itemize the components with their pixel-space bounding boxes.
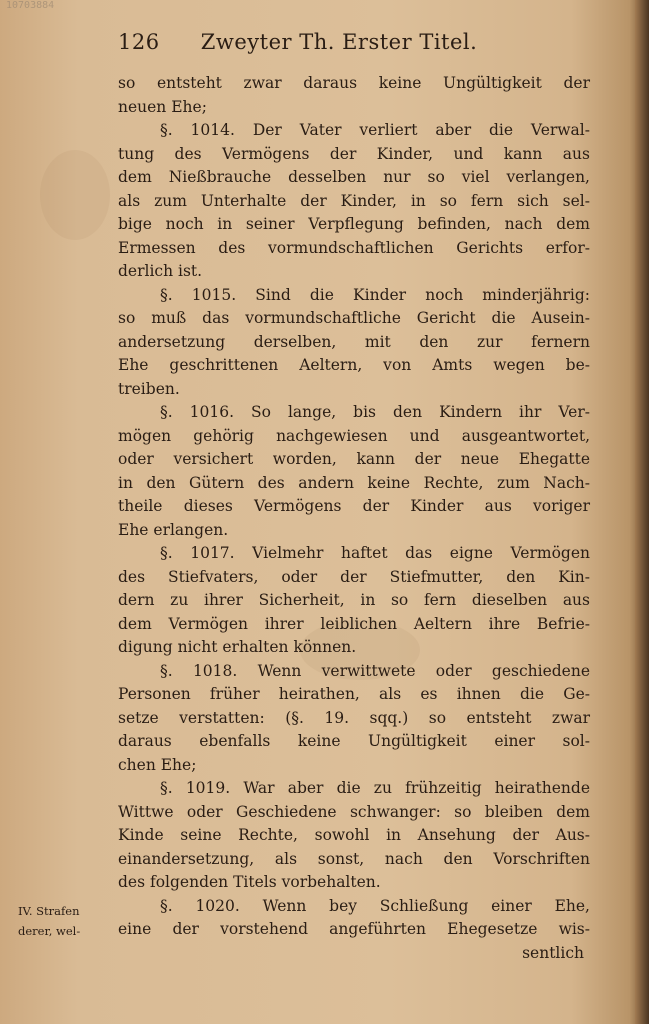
text-line: chen Ehe; [118, 755, 197, 774]
body-text [118, 72, 590, 965]
catalog-stamp: 10703884 [6, 0, 55, 11]
page-header [118, 30, 608, 54]
text-line: andersetzung derselben, mit den zur fernern [118, 332, 590, 351]
text-line: derlich ist. [118, 262, 203, 280]
text-line: eine der vorstehend angeführten Ehegesetze wis- [118, 920, 590, 938]
text-line: oder versichert worden, kann der neue Ehegatte [118, 450, 590, 468]
text-line: digung nicht erhalten können. [118, 638, 357, 656]
text-line: als zum Unterhalte der Kinder, in so fern sich sel- [118, 191, 590, 210]
text-line: §. 1016. So lange, bis den Kindern ihr Ver- [160, 403, 590, 421]
text-line: §. 1014. Der Vater verliert aber die Verwal- [160, 121, 590, 139]
text-line: dem Nießbrauche desselben nur so viel verlangen, [118, 168, 590, 186]
text-line: Wittwe oder Geschiedene schwanger: so bleiben dem [118, 802, 590, 821]
text-line: §. 1017. Vielmehr haftet das eigne Vermögen [160, 544, 590, 562]
text-line: so muß das vormundschaftliche Gericht die Ausein- [118, 309, 590, 327]
text-line: §. 1020. Wenn bey Schließung einer Ehe, [160, 896, 590, 915]
margin-note-line: derer, wel- [18, 924, 81, 938]
text-line: Ehe erlangen. [118, 520, 229, 539]
text-line: Kinde seine Rechte, sowohl in Ansehung der Aus- [118, 826, 590, 844]
text-line: §. 1018. Wenn verwittwete oder geschiedene [160, 661, 590, 680]
margin-note-line: IV. Strafen [18, 904, 80, 918]
text-line: des folgenden Titels vorbehalten. [118, 873, 381, 891]
text-line: einandersetzung, als sonst, nach den Vorschriften [118, 849, 590, 868]
text-line: des Stiefvaters, oder der Stiefmutter, den Kin- [118, 567, 590, 586]
book-spine-edge [635, 0, 649, 1024]
text-line: dem Vermögen ihrer leiblichen Aeltern ihre Befrie- [118, 614, 590, 633]
text-line: Personen früher heirathen, als es ihnen die Ge- [118, 685, 590, 703]
text-line: setze verstatten: (§. 19. sqq.) so entsteht zwar [118, 708, 590, 727]
text-line: §. 1019. War aber die zu frühzeitig heirathende [160, 779, 590, 797]
text-line: dern zu ihrer Sicherheit, in so fern dieselben aus [118, 591, 590, 609]
text-line: so entsteht zwar daraus keine Ungültigkeit der [118, 74, 590, 92]
text-line: §. 1015. Sind die Kinder noch minderjährig: [160, 285, 590, 304]
text-line: neuen Ehe; [118, 97, 207, 116]
text-line: mögen gehörig nachgewiesen und ausgeantwortet, [118, 426, 590, 445]
running-title: Zweyter Th. Erster Titel. [200, 30, 478, 54]
paper-stain [40, 150, 110, 240]
text-line: bige noch in seiner Verpflegung befinden, nach dem [118, 215, 590, 233]
text-line: in den Gütern des andern keine Rechte, zum Nach- [118, 473, 590, 492]
text-line: Ehe geschrittenen Aeltern, von Amts wegen be- [118, 356, 590, 374]
text-line: tung des Vermögens der Kinder, und kann aus [118, 144, 590, 163]
text-line: Ermessen des vormundschaftlichen Gerichts erfor- [118, 238, 590, 257]
text-line: theile dieses Vermögens der Kinder aus voriger [118, 497, 590, 515]
text-line: treiben. [118, 379, 180, 398]
catchword: sentlich [522, 943, 584, 962]
margin-note [18, 901, 112, 941]
page-number: 126 [118, 30, 160, 54]
text-line: daraus ebenfalls keine Ungültigkeit einer sol- [118, 732, 590, 750]
